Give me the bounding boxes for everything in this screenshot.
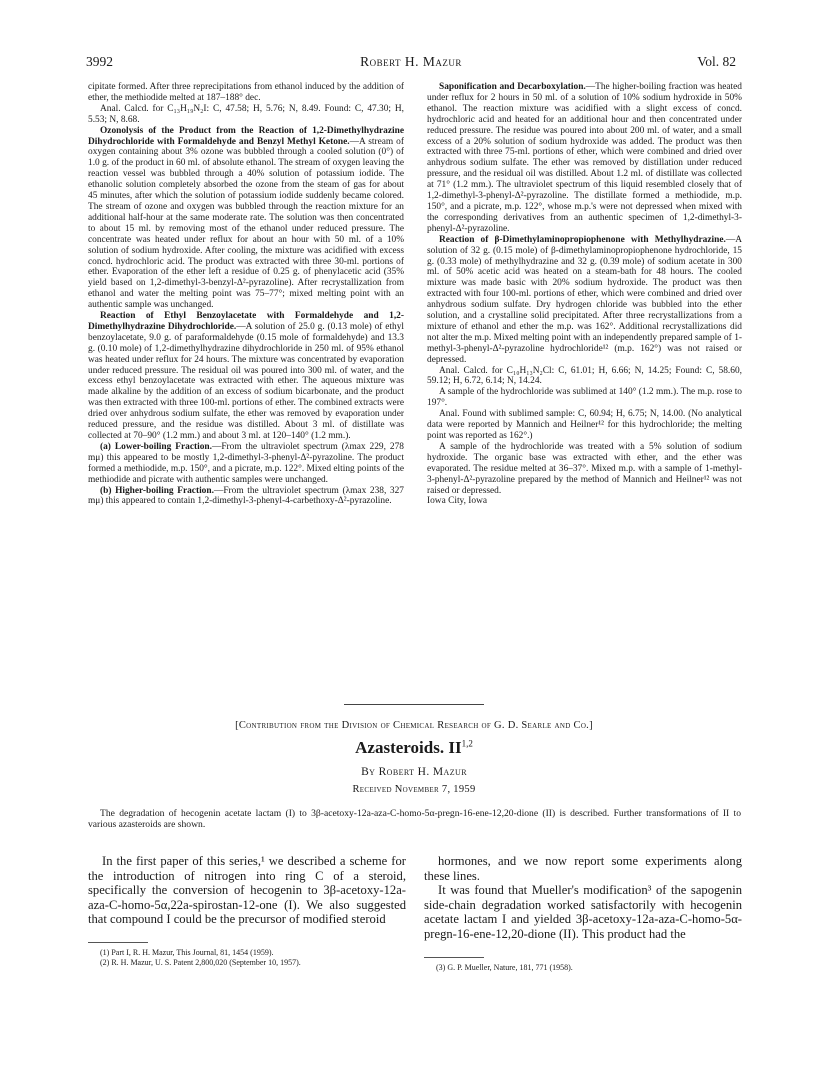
paragraph-text: Iowa City, Iowa [427,496,488,507]
footnote-rule [424,957,484,958]
paragraph-heading: (b) Higher-boiling Fraction. [100,485,214,496]
paragraph-heading: Saponification and Decarboxylation. [439,82,586,92]
paragraph [427,409,742,442]
paragraph-text: A sample of the hydrochloride was sublimed at 140° (1.2 mm.). The m.p. rose to 197°. [427,387,742,409]
paragraph [427,442,742,497]
footnote: (1) Part I, R. H. Mazur, This Journal, 81, 1454 (1959). [100,948,274,957]
paragraph-text: Anal. Calcd. for C₁₀H₁₃N₂Cl: C, 61.01; H, 6.66; N, 14.25; Found: C, 58.60, 59.12; H, 6.72, 6.14; N, 14.24. [427,365,742,387]
contribution-line: [Contribution from the Division of Chemical Research of G. D. Searle and Co.] [235,720,593,731]
body-paragraph: hormones, and we now report some experiments along these lines. [424,854,742,883]
paragraph [427,387,742,409]
paragraph-text: Anal. Calcd. for C₁₃H₁₉N₂I: C, 47.58; H, 5.76; N, 8.49. Found: C, 47.30; H, 5.53; N, 8.68. [88,103,404,125]
footnotes-left [100,948,406,968]
paragraph [427,366,742,388]
paragraph-text: A sample of the hydrochloride was treated with a 5% solution of sodium hydroxide. The organic base was extracted with ether, and the ether was evaporated. The residue melted at 36–37°. Mixed m.p. with a sample of 1-methyl-3-phenyl-Δ²-pyrazoline prepared by the method of Mannich and Heilner¹² was not raised or depressed. [427,441,742,496]
byline: By Robert H. Mazur [361,766,467,778]
article-title-text: Azasteroids. II [355,738,462,757]
paragraph-heading: Reaction of β-Dimethylaminopropiophenone with Methylhydrazine. [439,234,726,245]
title-footnote-marks: 1,2 [461,738,473,749]
paragraph [427,496,742,507]
volume-label: Vol. 82 [697,54,736,69]
paragraph [427,82,742,235]
paragraph-text: —From the ultraviolet spectrum (λmax 238, 327 mμ) this appeared to contain 1,2-dimethyl-3-phenyl-4-carbethoxy-Δ²-pyrazoline. [88,485,404,507]
abstract: The degradation of hecogenin acetate lactam (I) to 3β-acetoxy-12a-aza-C-homo-5α-pregn-16-ene-12,20-dione (II) is described. Further transformations of II to various azasteroids are shown. [88,808,741,830]
running-author: Robert H. Mazur [360,54,462,69]
left-column [88,82,404,507]
paragraph-text: —From the ultraviolet spectrum (λmax 229, 278 mμ) this appeared to be mostly 1,2-dimethyl-3-phenyl-Δ²-pyrazoline. The product formed a methiodide, m.p. 150°, and a picrate, m.p. 122°. Mixed elting points of the methiodide and picrate with authentic samples were unchanged. [88,441,404,485]
paragraph [88,442,404,486]
paragraph [88,486,404,508]
section-divider [344,704,484,705]
right-column [427,82,742,507]
paragraph-text: —A solution of 25.0 g. (0.13 mole) of ethyl benzoylacetate, 9.0 g. of paraformaldehyde (0.15 mole of formaldehyde) and 13.3 g. (0.10 mole) of 1,2-dimethylhydrazine dihydrochloride in 250 ml. of 95% ethanol was heated under reflux for 24 hours. The mixture was concentrated by evaporation under reduced pressure. The residual oil was poured into 300 ml. of water, and the excess ethyl benzoylacetate was extracted with ether. The aqueous mixture was made alkaline by the addition of an excess of sodium bicarbonate, and the product was then extracted with three 100-ml. portions of ether. The combined extracts were dried over anhydrous sodium sulfate, the ether was removed by evaporation under reduced pressure, and the residue was distilled. About 3 ml. of distillate was collected at 70–90° (1.2 mm.) and about 3 ml. at 120–140° (1.2 mm.). [88,321,404,441]
paragraph-text: Anal. Found with sublimed sample: C, 60.94; H, 6.75; N, 14.00. (No analytical data were reported by Mannich and Heilner¹² for this hydrochloride; the melting point was reported as 162°.) [427,409,742,441]
footnote: (3) G. P. Mueller, Nature, 181, 771 (1958). [436,963,573,972]
body-left-column [88,854,406,927]
paragraph-heading: Reaction of Ethyl Benzoylacetate with Formaldehyde and 1,2-Dimethylhydrazine Dihydrochloride. [88,311,404,332]
footnote: (2) R. H. Mazur, U. S. Patent 2,800,020 (September 10, 1957). [100,958,301,967]
footnotes-right [436,963,742,973]
paragraph [88,104,404,126]
paragraph-heading: (a) Lower-boiling Fraction. [100,441,212,452]
received-date: Received November 7, 1959 [352,784,476,795]
paragraph-text: cipitate formed. After three reprecipitations from ethanol induced by the addition of ether, the methiodide melted at 187–188° dec. [88,82,404,103]
paragraph-text: —A stream of oxygen containing about 3% ozone was bubbled through a cooled solution (0°) of 1.0 g. of the product in 60 ml. of absolute ethanol. The stream of oxygen leaving the reaction vessel was bubbled through a 40% solution of potassium iodide. The ethanolic solution completely absorbed the ozone from the steam of gas for about 45 minutes, after which the solution of potassium iodide suddenly became colored. The stream of ozone and oxygen was bubbled through the reaction mixture for an additional half-hour at the same moderate rate. The solution was then concentrated to about 15 ml. by removing most of the ethanol under reduced pressure. The concentrate was heated under reflux for about an hour with 50 ml. of a 10% solution of sodium hydroxide. After cooling, the mixture was acidified with excess concd. hydrochloric acid. The product was extracted with three 30-ml. portions of ether. Evaporation of the ether left a residue of 0.25 g. of phenylacetic acid (35% yield based on 1,2-dimethyl-3-benzyl-Δ²-pyrazoline). After recrystallization from ethanol and water the melting point was 75–77°; mixed melting point with an authentic sample was unchanged. [88,136,404,311]
body-right-column [424,854,742,942]
paragraph [88,82,404,104]
paragraph-text: —A solution of 32 g. (0.15 mole) of β-dimethylaminopropiophenone hydrochloride, 15 g. (0.33 mole) of methylhydrazine and 32 g. (0.39 mole) of sodium acetate in 300 ml. of 50% acetic acid was heated on a steam-bath for 48 hours. The cooled mixture was made basic with 20% sodium hydroxide. The product was then extracted with four 100-ml. portions of ether, which were combined and dried over anhydrous sodium sulfate. Dry hydrogen chloride was bubbled into the ether solution, and a crystalline solid precipitated. After three recrystallizations from a mixture of ethanol and ether the m.p. was 162°. Additional recrystallizations did not alter the m.p. Mixed melting point with an independently prepared sample of 1-methyl-3-phenyl-Δ²-pyrazoline hydrochloride¹² (m.p. 162°) was not raised or depressed. [427,234,742,365]
footnote-rule [88,942,148,943]
paragraph-heading: Ozonolysis of the Product from the Reaction of 1,2-Dimethylhydrazine Dihydrochloride with Formaldehyde and Benzyl Methyl Ketone. [88,125,404,147]
paragraph [427,235,742,366]
body-paragraph: It was found that Mueller's modification³ of the sapogenin side-chain degradation worked satisfactorily with hecogenin acetate lactam I and yielded 3β-acetoxy-12a-aza-C-homo-5α-pregn-16-ene-12,20-dione (II). This product had the [424,883,742,941]
article-title [86,738,742,758]
paragraph-text: —The higher-boiling fraction was heated under reflux for 2 hours in 50 ml. of a solution of 10% sodium hydroxide in 50% ethanol. The reaction mixture was acidified with a slight excess of concd. hydrochloric acid and heated for an additional hour and then concentrated under reduced pressure. The residue was poured into about 200 ml. of water, and a small excess of a 20% solution of sodium hydroxide was added. The product was then extracted with three 75-ml. portions of ether, which were combined and dried over anhydrous sodium sulfate. The ether was removed by distillation under reduced pressure, and the residual oil was distilled. About 1.2 ml. of distillate was collected at 71° (1.2 mm.). The ultraviolet spectrum of this liquid resembled closely that of 1,2-dimethyl-3-phenyl-Δ²-pyrazoline. The distillate formed a methiodide, m.p. 150°, and a picrate, m.p. 122°, whose m.p.'s were not depressed when mixed with the corresponding derivatives from an authentic specimen of 1,2-dimethyl-3-phenyl-Δ²-pyrazoline. [427,82,742,234]
body-paragraph: In the first paper of this series,¹ we described a scheme for the introduction of nitrogen into ring C of a steroid, specifically the conversion of hecogenin to 3β-acetoxy-12a-aza-C-homo-5α,22a-spirostan-12-one (I). We also suggested that compound I could be the precursor of modified steroid [88,854,406,927]
page-number: 3992 [86,54,113,69]
running-header [86,54,736,72]
paragraph [88,311,404,442]
paragraph [88,126,404,311]
